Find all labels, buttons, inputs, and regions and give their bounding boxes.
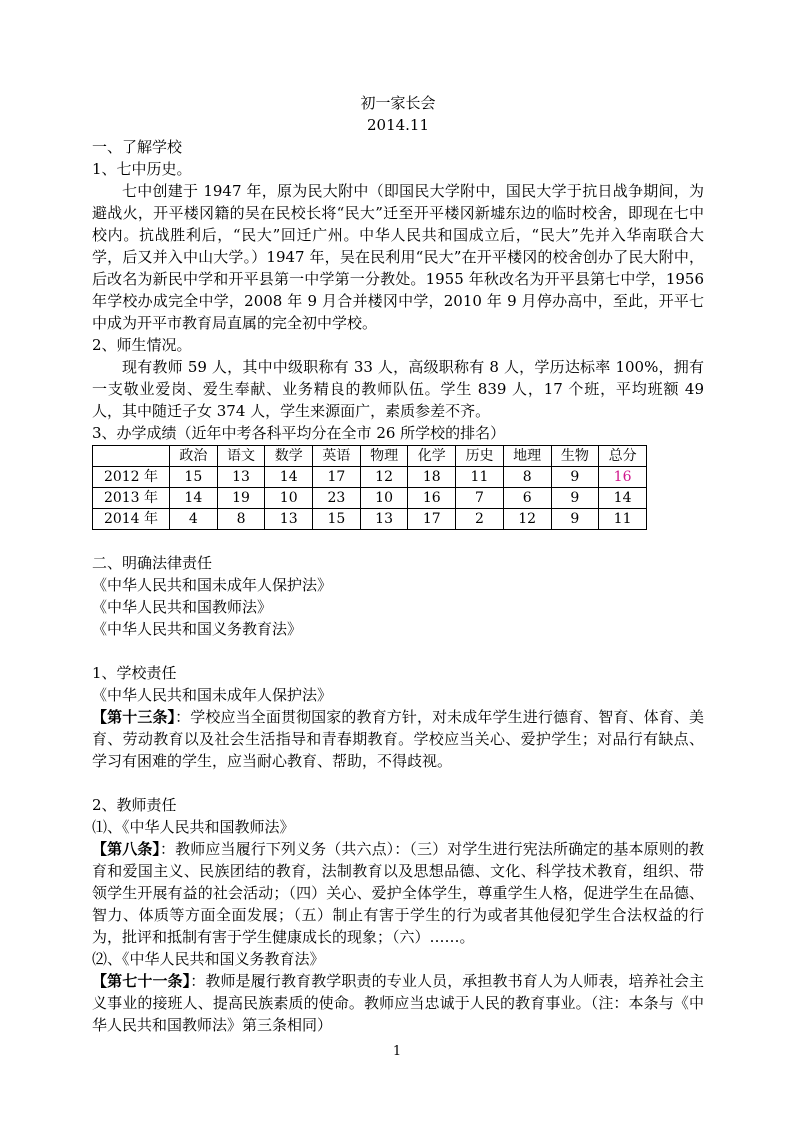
table-header-cell: 生物 (551, 446, 599, 467)
history-heading: 1、七中历史。 (92, 160, 192, 178)
section2-heading: 二、明确法律责任 (92, 554, 213, 572)
teacher-law-title: ⑵、《中华人民共和国义务教育法》 (92, 950, 325, 968)
table-cell: 10 (360, 488, 408, 509)
table-header-cell: 数学 (265, 446, 313, 467)
table-cell: 14 (265, 467, 313, 488)
table-cell: 15 (170, 467, 218, 488)
teacher-article (92, 838, 704, 948)
document-page (92, 92, 704, 1036)
table-header-row (93, 446, 647, 467)
table-cell: 13 (265, 509, 313, 530)
article-label: 【第七十一条】 (92, 972, 191, 990)
table-header-cell: 语文 (217, 446, 265, 467)
school-responsibility-heading: 1、学校责任 (92, 664, 177, 682)
teacher-law-title: ⑴、《中华人民共和国教师法》 (92, 818, 295, 836)
article-text: ：教师应当履行下列义务（共六点）：（三）对学生进行宪法所确定的基本原则的教育和爱国主义、民族团结的教育，法制教育以及思想品德、文化、科学技术教育，组织、带领学生开展有益的社会活动；（四）关心、爱护全体学生，尊重学生人格，促进学生在品德、智力、体质等方面全面发展；（五）制止有害于学生的行为或者其他侵犯学生合法权益的行为，批评和抵制有害于学生健康成长的现象；（六）……。 (92, 840, 704, 946)
page-number: 1 (392, 1044, 402, 1059)
ranking-table (92, 445, 647, 530)
table-cell: 18 (408, 467, 456, 488)
table-cell: 2 (456, 509, 504, 530)
table-cell: 8 (217, 509, 265, 530)
law-title: 《中华人民共和国未成年人保护法》 (92, 576, 333, 594)
staff-paragraph: 现有教师 59 人，其中中级职称有 33 人，高级职称有 8 人，学历达标率 100%，拥有一支敬业爱岗、爱生奉献、业务精良的教师队伍。学生 839 人，17 个班，平均班额 49 人，其中随迁子女 374 人，学生来源面广，素质参差不齐。 (92, 358, 704, 420)
article-label: 【第八条】 (92, 840, 161, 858)
table-cell: 9 (551, 509, 599, 530)
table-cell: 16 (408, 488, 456, 509)
table-cell: 2012 年 (93, 467, 170, 488)
table-cell: 9 (551, 488, 599, 509)
table-cell: 4 (170, 509, 218, 530)
table-header-cell: 化学 (408, 446, 456, 467)
table-cell: 7 (456, 488, 504, 509)
table-cell: 23 (313, 488, 361, 509)
table-row (93, 467, 647, 488)
table-cell: 19 (217, 488, 265, 509)
document-title: 初一家长会 (360, 94, 436, 112)
table-cell: 10 (265, 488, 313, 509)
spacer (92, 530, 704, 552)
section1-heading: 一、了解学校 (92, 138, 183, 156)
table-cell: 17 (313, 467, 361, 488)
document-date: 2014.11 (366, 116, 430, 134)
table-cell: 14 (170, 488, 218, 509)
law-title: 《中华人民共和国义务教育法》 (92, 620, 303, 638)
spacer (92, 640, 704, 662)
table-cell: 9 (551, 467, 599, 488)
school-article (92, 706, 704, 772)
table-cell: 12 (503, 509, 551, 530)
article-label: 【第十三条】 (92, 708, 176, 726)
table-header-cell: 总分 (599, 446, 647, 467)
table-cell: 15 (313, 509, 361, 530)
table-cell: 13 (217, 467, 265, 488)
table-cell: 11 (599, 509, 647, 530)
staff-heading: 2、师生情况。 (92, 336, 192, 354)
table-header-cell: 英语 (313, 446, 361, 467)
teacher-responsibility-heading: 2、教师责任 (92, 796, 177, 814)
history-paragraph: 七中创建于 1947 年，原为民大附中（即国民大学附中，国民大学于抗日战争期间，为避战火，开平楼冈籍的吴在民校长将“民大”迁至开平楼冈新墟东边的临时校舍，即现在七中校内。抗战胜利后，“民大”回迁广州。中华人民共和国成立后，“民大”先并入华南联合大学，后又并入中山大学。）1947 年，吴在民利用“民大”在开平楼冈的校舍创办了民大附中，后改名为新民中学和开平县第一中学第一分教处。1955 年秋改名为开平县第七中学，1956 年学校办成完全中学，2008 年 9 月合并楼冈中学，2010 年 9 月停办高中，至此，开平七中成为开平市教育局直属的完全初中学校。 (92, 182, 704, 332)
table-cell: 14 (599, 488, 647, 509)
table-cell: 8 (503, 467, 551, 488)
table-row (93, 488, 647, 509)
school-law-title: 《中华人民共和国未成年人保护法》 (92, 686, 333, 704)
law-title: 《中华人民共和国教师法》 (92, 598, 273, 616)
article-text: ：教师是履行教育教学职责的专业人员，承担教书育人为人师表，培养社会主义事业的接班人、提高民族素质的使命。教师应当忠诚于人民的教育事业。（注：本条与《中华人民共和国教师法》第三条相同） (92, 972, 704, 1034)
table-header-cell: 物理 (360, 446, 408, 467)
table-header-cell: 地理 (503, 446, 551, 467)
table-cell: 11 (456, 467, 504, 488)
table-cell: 12 (360, 467, 408, 488)
table-cell: 17 (408, 509, 456, 530)
article-text: ：学校应当全面贯彻国家的教育方针，对未成年学生进行德育、智育、体育、美育、劳动教育以及社会生活指导和青春期教育。学校应当关心、爱护学生；对品行有缺点、学习有困难的学生，应当耐心教育、帮助，不得歧视。 (92, 708, 704, 770)
table-header-cell: 历史 (456, 446, 504, 467)
table-cell: 2013 年 (93, 488, 170, 509)
table-row (93, 509, 647, 530)
table-cell: 2014 年 (93, 509, 170, 530)
table-cell: 13 (360, 509, 408, 530)
table-cell: 6 (503, 488, 551, 509)
teacher-article (92, 970, 704, 1036)
spacer (92, 772, 704, 794)
results-heading: 3、办学成绩（近年中考各科平均分在全市 26 所学校的排名） (92, 424, 506, 442)
table-header-cell (93, 446, 170, 467)
table-header-cell: 政治 (170, 446, 218, 467)
table-cell-highlighted: 16 (599, 467, 647, 488)
